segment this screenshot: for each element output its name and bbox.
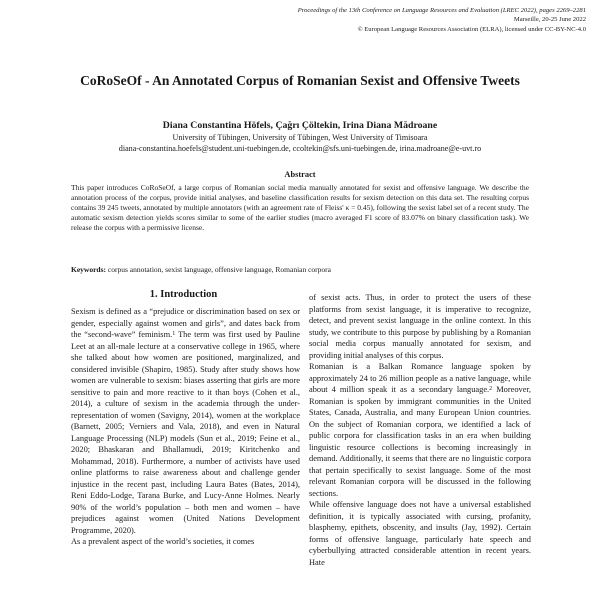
right-paragraph-3: While offensive language does not have a universal established definition, it is typically associated with cursing, profanity, blasphemy, epithets, obscenity, and insults (Jay, 1992). Certain forms of offensive language, particularly hate speech and cyberbullying attracted considerable attention in recent years. Hate: [309, 500, 531, 567]
affiliation-line: University of Tübingen, University of Tübingen, West University of Timisoara: [172, 133, 428, 142]
keywords-text: corpus annotation, sexist language, offensive language, Romanian corpora: [107, 265, 332, 274]
section-heading-introduction: 1. Introduction: [149, 289, 218, 300]
right-p2-text: Romanian is a Balkan Romance language spoken by approximately 24 to 26 million people as a native language, while about 4 million speak it as a secondary language.: [309, 362, 531, 394]
intro-p1-continued: The term was first used by Pauline Leet at an all-male lecture at a conservative college in 1965, where she talked about how women are positioned, marginalized, and considered invisible (Shapiro, 1985). Study after study shows how women are vulnerable to sexism: biases asserting that girls are more sensitive to pain and more reactive to it than boys (Cohen et al., 2014), a culture of sexism in the academia through the under-representation of women (Savigny, 2014), women at the workplace (Barnett, 2005; Verniers and Vala, 2018), and even in Natural Language Processing (NLP) models (Sun et al., 2019; Feine et al., 2020; Bhaskaran and Bhallamudi, 2019; Kiritchenko and Mohammad, 2018). Furthermore, a number of activists have used online platforms to raise awareness about and challenge gender injustice in the recent past, including Laura Bates (Bates, 2014), Reni Eddo-Lodge, Tarana Burke, and Lucy-Anne Holmes. Nearly 90% of the world’s population – both men and women – have prejudices against women (United Nations Development Programme, 2020).: [71, 330, 300, 535]
affiliation-block: [40, 133, 560, 154]
intro-paragraph-2: As a prevalent aspect of the world’s societies, it comes: [71, 537, 255, 546]
right-column: [309, 292, 531, 568]
author-list: Diana Constantina Höfels, Çağrı Çöltekin, Irina Diana Mădroane: [162, 120, 438, 131]
abstract-body: This paper introduces CoRoSeOf, a large corpus of Romanian social media manually annotated for sexist and offensive language. We describe the annotation process of the corpus, provide initial analyses, and baseline classification results for sexism detection on this data set. The resulting corpus contains 39 245 tweets, annotated by multiple annotators (with an agreement rate of Fleiss' κ = 0.45), following the sexist label set of a recent study. The automatic sexism detection yields scores similar to some of the earlier studies (macro averaged F1 score of 83.07% on binary classification task). We release the corpus with a permissive license.: [71, 183, 529, 232]
right-paragraph-1: of sexist acts. Thus, in order to protect the users of these platforms from sexist language, it is imperative to recognize, detect, and prevent sexist language in the online context. In this study, we contribute to this purpose by publishing by a Romanian social media corpus manually annotated for sexism, and providing initial analyses of this corpus.: [309, 293, 531, 360]
intro-p1-text: Sexism is defined as a “prejudice or discrimination based on sex or gender, especially against women and girls”, and dates back from the “second-wave” feminism.: [71, 307, 300, 339]
intro-paragraph-1: [71, 306, 300, 536]
email-line: diana-constantina.hoefels@student.uni-tuebingen.de, ccoltekin@sfs.uni-tuebingen.de, irina.madroane@e-uvt.ro: [118, 143, 482, 153]
abstract-heading: Abstract: [284, 170, 316, 179]
right-p2-continued: Moreover, Romanian is spoken by immigrant communities in the United States, Canada, Australia, and many European Union countries. On the subject of Romanian corpora, we identified a lack of public corpora for classification tasks in an era when building linguistic resource collections is becoming increasingly in demand. Additionally, it seems that there are no linguistic corpora that pertain specifically to sexist language. Some of the most relevant Romanian corpora will be discussed in the following sections.: [309, 385, 531, 498]
right-paragraph-2: [309, 361, 531, 499]
venue-line: Marseille, 20-25 June 2022: [513, 16, 586, 24]
keywords-label: Keywords:: [71, 265, 106, 274]
license-line: © European Language Resources Association (ELRA), licensed under CC-BY-NC-4.0: [357, 25, 586, 33]
footnote-marker-2: 2: [489, 386, 493, 392]
proceedings-header: [166, 6, 586, 34]
keywords-line: [71, 265, 529, 275]
proceedings-line: Proceedings of the 13th Conference on Language Resources and Evaluation (LREC 2022), pages 2269–2281: [297, 7, 586, 14]
footnote-marker-1: 1: [172, 331, 176, 337]
paper-title: CoRoSeOf - An Annotated Corpus of Romanian Sexist and Offensive Tweets: [80, 73, 520, 88]
left-column: [71, 306, 300, 548]
